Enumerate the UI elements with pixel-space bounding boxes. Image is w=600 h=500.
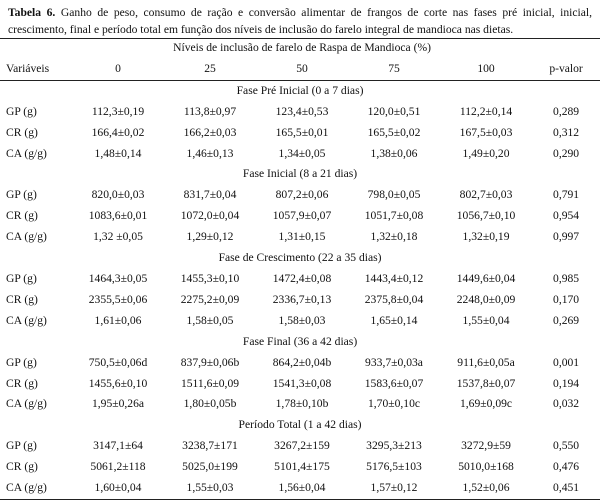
value-cell: 1,70±0,10c — [367, 397, 421, 411]
pvalue-cell: 0,290 — [553, 146, 580, 160]
value-cell: 1,95±0,26a — [91, 397, 145, 411]
table-row — [0, 374, 600, 395]
table-caption — [8, 4, 592, 38]
value-cell: 112,2±0,14 — [459, 104, 513, 118]
value-cell: 1,80±0,05b — [183, 397, 237, 411]
pvalue-cell: 0,032 — [553, 397, 580, 411]
value-cell: 1056,7±0,10 — [456, 209, 516, 223]
value-cell: 1051,7±0,08 — [364, 209, 424, 223]
value-cell: 1,61±0,06 — [94, 313, 142, 327]
column-header-level: 0 — [72, 59, 164, 80]
value-cell: 837,9±0,06b — [180, 355, 240, 369]
value-cell: 2375,8±0,04 — [364, 292, 424, 306]
variable-cell: CR (g) — [6, 292, 38, 306]
value-cell: 1083,6±0,01 — [88, 209, 148, 223]
value-cell: 1537,8±0,07 — [456, 376, 516, 390]
column-header-level: 50 — [256, 59, 348, 80]
value-cell: 1,58±0,03 — [278, 313, 326, 327]
value-cell: 123,4±0,53 — [275, 104, 329, 118]
value-cell: 113,8±0,97 — [183, 104, 237, 118]
table-row — [0, 436, 600, 457]
variable-cell: CA (g/g) — [6, 146, 47, 160]
section-title: Fase Pré Inicial (0 a 7 dias) — [236, 83, 364, 97]
value-cell: 1,56±0,04 — [256, 478, 348, 499]
table-row — [0, 353, 600, 374]
header-row-columns — [0, 59, 600, 80]
pvalue-cell: 0,269 — [553, 313, 580, 327]
data-table — [0, 38, 600, 500]
value-cell: 5061,2±118 — [90, 460, 146, 474]
section-title: Fase Inicial (8 a 21 dias) — [242, 167, 358, 181]
value-cell: 1,32±0,19 — [462, 230, 510, 244]
value-cell: 1,29±0,12 — [186, 230, 234, 244]
value-cell: 5101,4±175 — [274, 460, 330, 474]
variable-cell: CA (g/g) — [6, 397, 47, 411]
value-cell: 1,55±0,03 — [164, 478, 256, 499]
levels-title: Níveis de inclusão de farelo de Raspa de Mandioca (%) — [173, 41, 431, 54]
section-title: Fase Final (36 a 42 dias) — [242, 334, 358, 348]
header-row-levels — [0, 38, 600, 59]
caption-label: Tabela 6. — [8, 6, 56, 19]
value-cell: 933,7±0,03a — [365, 355, 423, 369]
value-cell: 1,49±0,20 — [462, 146, 510, 160]
value-cell: 1472,4±0,08 — [272, 271, 332, 285]
section-header-row — [0, 80, 600, 101]
pvalue-cell: 0,997 — [553, 230, 580, 244]
variable-cell: CR (g) — [6, 125, 38, 139]
pvalue-cell: 0,476 — [553, 460, 580, 474]
value-cell: 1464,3±0,05 — [88, 271, 148, 285]
pvalue-cell: 0,194 — [553, 376, 580, 390]
value-cell: 750,5±0,06d — [88, 355, 148, 369]
table-row — [0, 269, 600, 290]
value-cell: 1,31±0,15 — [278, 230, 326, 244]
value-cell: 911,6±0,05a — [457, 355, 515, 369]
value-cell: 2355,5±0,06 — [88, 292, 148, 306]
column-header-level: 75 — [348, 59, 440, 80]
value-cell: 165,5±0,01 — [275, 125, 329, 139]
section-header-row — [0, 248, 600, 269]
value-cell: 1511,6±0,09 — [180, 376, 240, 390]
variable-cell: CR (g) — [6, 376, 38, 390]
variable-cell: GP (g) — [6, 355, 37, 369]
value-cell: 5176,5±103 — [366, 460, 422, 474]
variable-cell: GP (g) — [6, 188, 37, 202]
value-cell: 1,48±0,14 — [94, 146, 142, 160]
value-cell: 1,55±0,04 — [462, 313, 510, 327]
value-cell: 802,7±0,03 — [459, 188, 513, 202]
pvalue-cell: 0,170 — [553, 292, 580, 306]
table-row — [0, 206, 600, 227]
table-row — [0, 102, 600, 123]
pvalue-cell: 0,312 — [553, 125, 580, 139]
table-row — [0, 144, 600, 165]
section-header-row — [0, 415, 600, 436]
value-cell: 2275,2±0,09 — [180, 292, 240, 306]
value-cell: 820,0±0,03 — [91, 188, 145, 202]
value-cell: 807,2±0,06 — [275, 188, 329, 202]
value-cell: 1,46±0,13 — [186, 146, 234, 160]
value-cell: 120,0±0,51 — [367, 104, 421, 118]
value-cell: 3147,1±64 — [93, 439, 143, 453]
value-cell: 3272,9±59 — [461, 439, 511, 453]
pvalue-cell: 0,791 — [553, 188, 580, 202]
pvalue-cell: 0,001 — [553, 355, 580, 369]
value-cell: 1072,0±0,04 — [180, 209, 240, 223]
value-cell: 1,38±0,06 — [370, 146, 418, 160]
value-cell: 1455,3±0,10 — [180, 271, 240, 285]
value-cell: 1455,6±0,10 — [88, 376, 148, 390]
value-cell: 1,60±0,04 — [72, 478, 164, 499]
value-cell: 112,3±0,19 — [91, 104, 145, 118]
table-row — [0, 457, 600, 478]
value-cell: 3238,7±171 — [182, 439, 238, 453]
pvalue-cell: 0,985 — [553, 271, 580, 285]
value-cell: 1,52±0,06 — [440, 478, 532, 499]
value-cell: 1057,9±0,07 — [272, 209, 332, 223]
value-cell: 1,78±0,10b — [275, 397, 329, 411]
value-cell: 2248,0±0,09 — [456, 292, 516, 306]
value-cell: 1,32 ±0,05 — [93, 230, 143, 244]
section-title: Fase de Crescimento (22 a 35 dias) — [218, 251, 382, 265]
value-cell: 1,65±0,14 — [370, 313, 418, 327]
value-cell: 1541,3±0,08 — [272, 376, 332, 390]
value-cell: 5025,0±199 — [182, 460, 238, 474]
value-cell: 1,34±0,05 — [278, 146, 326, 160]
variable-cell: CR (g) — [6, 209, 38, 223]
value-cell: 1,58±0,05 — [186, 313, 234, 327]
value-cell: 831,7±0,04 — [183, 188, 237, 202]
column-header-variables: Variáveis — [0, 59, 72, 80]
value-cell: 166,4±0,02 — [91, 125, 145, 139]
table-row — [0, 123, 600, 144]
section-header-row — [0, 164, 600, 185]
value-cell: 1449,6±0,04 — [456, 271, 516, 285]
section-title: Período Total (1 a 42 dias) — [238, 418, 362, 432]
table-row — [0, 394, 600, 415]
pvalue-cell: 0,289 — [553, 104, 580, 118]
column-header-pvalue: p-valor — [532, 59, 600, 80]
pvalue-cell: 0,451 — [532, 478, 600, 499]
pvalue-cell: 0,550 — [553, 439, 580, 453]
section-header-row — [0, 332, 600, 353]
value-cell: 1,69±0,09c — [459, 397, 513, 411]
value-cell: 3267,2±159 — [274, 439, 330, 453]
table-row — [0, 478, 600, 499]
value-cell: 5010,0±168 — [458, 460, 514, 474]
value-cell: 2336,7±0,13 — [272, 292, 332, 306]
value-cell: 167,5±0,03 — [459, 125, 513, 139]
table-row — [0, 185, 600, 206]
pvalue-cell: 0,954 — [553, 209, 580, 223]
variable-cell: CA (g/g) — [6, 230, 47, 244]
value-cell: 864,2±0,04b — [272, 355, 332, 369]
table-row — [0, 311, 600, 332]
value-cell: 798,0±0,05 — [367, 188, 421, 202]
caption-text: Ganho de peso, consumo de ração e conversão alimentar de frangos de corte nas fases pré inicial, inicial, crescimento, final e período total em função dos níveis de inclusão do farelo integral de mandioca nas dietas. — [8, 6, 593, 36]
table-row — [0, 290, 600, 311]
column-header-level: 25 — [164, 59, 256, 80]
value-cell: 165,5±0,02 — [367, 125, 421, 139]
variable-cell: CR (g) — [6, 460, 38, 474]
value-cell: 1,32±0,18 — [370, 230, 418, 244]
table-row — [0, 227, 600, 248]
variable-cell: CA (g/g) — [0, 478, 72, 499]
value-cell: 3295,3±213 — [366, 439, 422, 453]
variable-cell: GP (g) — [6, 439, 37, 453]
variable-cell: CA (g/g) — [6, 313, 47, 327]
value-cell: 1583,6±0,07 — [364, 376, 424, 390]
variable-cell: GP (g) — [6, 104, 37, 118]
value-cell: 166,2±0,03 — [183, 125, 237, 139]
column-header-level: 100 — [440, 59, 532, 80]
value-cell: 1,57±0,12 — [348, 478, 440, 499]
variable-cell: GP (g) — [6, 271, 37, 285]
value-cell: 1443,4±0,12 — [364, 271, 424, 285]
